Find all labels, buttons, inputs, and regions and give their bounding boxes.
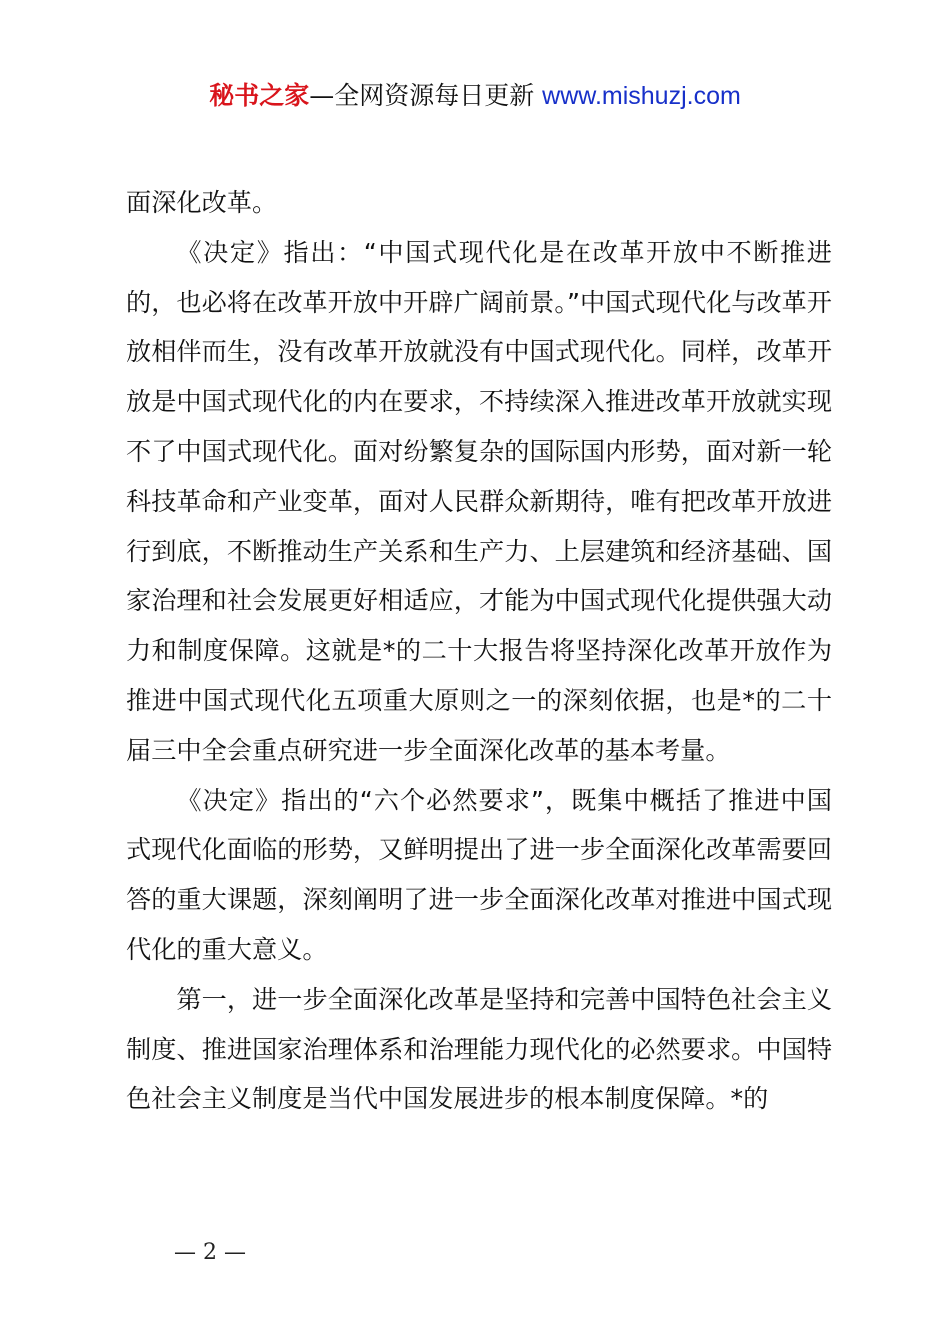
paragraph: 《决定》指出的“六个必然要求”，既集中概括了推进中国式现代化面临的形势，又鲜明提出了进一步全面深化改革需要回答的重大课题，深刻阐明了进一步全面深化改革对推进中国式现代化的重大意义。: [126, 785, 832, 964]
paragraph: 《决定》指出：“中国式现代化是在改革开放中不断推进的，也必将在改革开放中开辟广阔前景。”中国式现代化与改革开放相伴而生，没有改革开放就没有中国式现代化。同样，改革开放是中国式现代化的内在要求，不持续深入推进改革开放就实现不了中国式现代化。面对纷繁复杂的国际国内形势，面对新一轮科技革命和产业变革，面对人民群众新期待，唯有把改革开放进行到底，不断推动生产关系和生产力、上层建筑和经济基础、国家治理和社会发展更好相适应，才能为中国式现代化提供强大动力和制度保障。这就是*的二十大报告将坚持深化改革开放作为推进中国式现代化五项重大原则之一的深刻依据，也是*的二十届三中全会重点研究进一步全面深化改革的基本考量。: [126, 237, 832, 765]
site-url-link[interactable]: www.mishuzj.com: [542, 82, 741, 110]
brand-name: 秘书之家: [209, 81, 310, 110]
document-body: [126, 178, 832, 1124]
header-tagline: —全网资源每日更新: [309, 81, 543, 110]
paragraph-continuation: 面深化改革。: [126, 188, 278, 217]
site-header: [0, 78, 950, 114]
page-number: — 2 —: [174, 1240, 246, 1265]
paragraph: 第一，进一步全面深化改革是坚持和完善中国特色社会主义制度、推进国家治理体系和治理能力现代化的必然要求。中国特色社会主义制度是当代中国发展进步的根本制度保障。*的: [126, 984, 832, 1114]
